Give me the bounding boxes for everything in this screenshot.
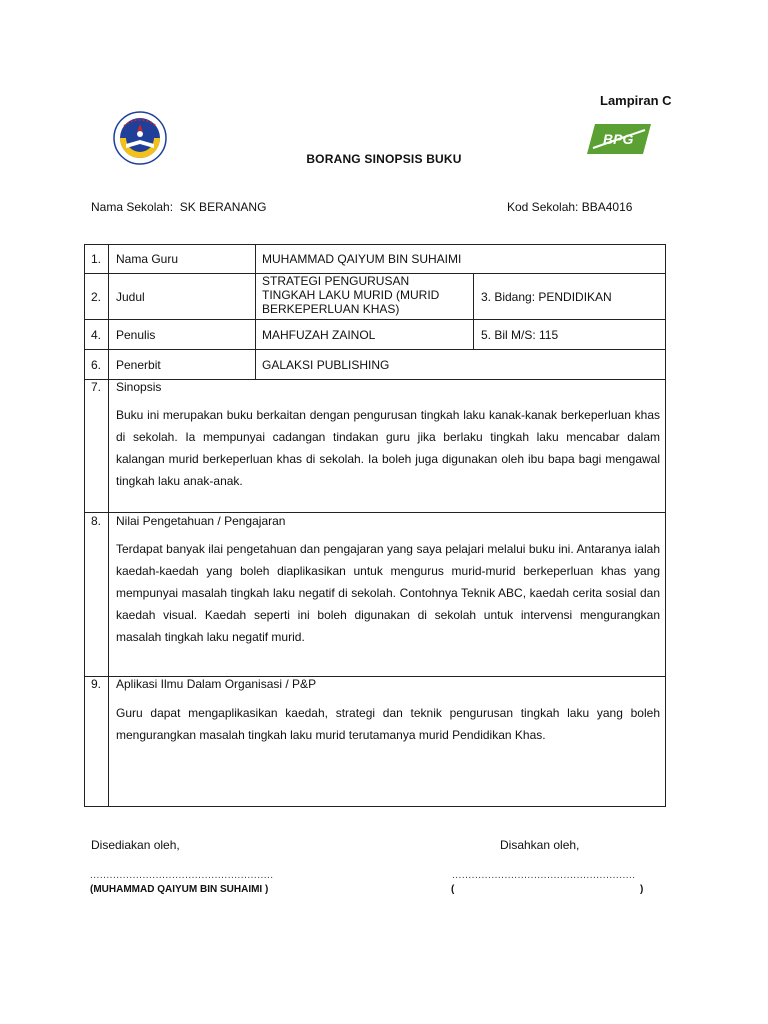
row-divider xyxy=(85,379,665,380)
label-column-divider xyxy=(255,245,256,379)
judul-value xyxy=(262,274,439,316)
aplikasi-label: Aplikasi Ilmu Dalam Organisasi / P&P xyxy=(116,677,317,691)
sinopsis-label: Sinopsis xyxy=(116,380,162,394)
row-number: 9. xyxy=(91,677,102,691)
signature-line-right: ........................................................ xyxy=(452,870,636,881)
judul-label: Judul xyxy=(116,290,145,304)
nama-guru-value: MUHAMMAD QAIYUM BIN SUHAIMI xyxy=(262,252,462,266)
nama-sekolah-value: SK BERANANG xyxy=(179,200,267,214)
row-divider xyxy=(85,349,665,350)
disahkan-label: Disahkan oleh, xyxy=(500,838,580,852)
row-number: 1. xyxy=(91,252,102,266)
disediakan-label: Disediakan oleh, xyxy=(91,838,180,852)
row-number: 7. xyxy=(91,380,102,394)
row-number: 4. xyxy=(91,328,102,342)
lampiran-label: Lampiran C xyxy=(600,93,672,108)
synopsis-table xyxy=(84,244,666,807)
nama-guru-label: Nama Guru xyxy=(116,252,179,266)
judul-line: TINGKAH LAKU MURID (MURID xyxy=(262,288,440,302)
bidang-value: 3. Bidang: PENDIDIKAN xyxy=(481,290,612,304)
nama-sekolah-label: Nama Sekolah: xyxy=(91,200,174,214)
row-divider xyxy=(85,319,665,320)
signature-line-left: ........................................................ xyxy=(90,870,274,881)
sinopsis-text: Buku ini merupakan buku berkaitan dengan pengurusan tingkah laku kanak-kanak berkeperluan khas di sekolah. Ia mempunyai cadangan tindakan guru jika berlaku tingkah laku mencabar dalam kalangan murid berkeperluan khas di sekolah. Ia boleh juga digunakan oleh ibu bapa bagi mengawal tingkah laku anak-anak. xyxy=(116,408,660,488)
row-divider xyxy=(85,512,665,513)
kod-sekolah-value: BBA4016 xyxy=(581,200,633,214)
signature-name-left: (MUHAMMAD QAIYUM BIN SUHAIMI ) xyxy=(90,884,269,895)
nilai-label: Nilai Pengetahuan / Pengajaran xyxy=(116,514,286,528)
aplikasi-text: Guru dapat mengaplikasikan kaedah, strategi dan teknik pengurusan tingkah laku yang boleh mengurangkan masalah tingkah laku murid terutamanya murid Pendidikan Khas. xyxy=(116,706,660,742)
penulis-label: Penulis xyxy=(116,328,156,342)
row-number: 6. xyxy=(91,358,102,372)
nama-sekolah xyxy=(91,200,266,214)
kod-sekolah xyxy=(507,200,632,214)
bpg-logo-text: BPG xyxy=(603,131,634,147)
bil-ms-value: 5. Bil M/S: 115 xyxy=(481,328,559,342)
row-number: 2. xyxy=(91,290,102,304)
extra-column-divider xyxy=(473,274,474,350)
nilai-text: Terdapat banyak ilai pengetahuan dan pengajaran yang saya pelajari melalui buku ini. Antaranya ialah kaedah-kaedah yang boleh diaplikasikan untuk mengurus murid-murid berkeperluan khas yang mempunyai masalah tingkah laku negatif di sekolah. Contohnya Teknik ABC, kaedah cerita sosial dan kaedah visual. Kaedah seperti ini boleh digunakan di sekolah untuk intervensi mengurangkan masalah tingkah laku negatif murid. xyxy=(116,542,660,644)
signature-bracket-open: ( xyxy=(451,884,455,895)
penerbit-value: GALAKSI PUBLISHING xyxy=(262,358,390,372)
penerbit-label: Penerbit xyxy=(116,358,161,372)
judul-line: BERKEPERLUAN KHAS) xyxy=(262,302,400,316)
number-column-divider xyxy=(108,245,109,807)
kod-sekolah-label: Kod Sekolah: xyxy=(507,200,579,214)
penulis-value: MAHFUZAH ZAINOL xyxy=(262,328,376,342)
signature-bracket-close: ) xyxy=(640,884,644,895)
judul-line: STRATEGI PENGURUSAN xyxy=(262,274,410,288)
page-title: BORANG SINOPSIS BUKU xyxy=(306,152,462,166)
row-number: 8. xyxy=(91,514,102,528)
